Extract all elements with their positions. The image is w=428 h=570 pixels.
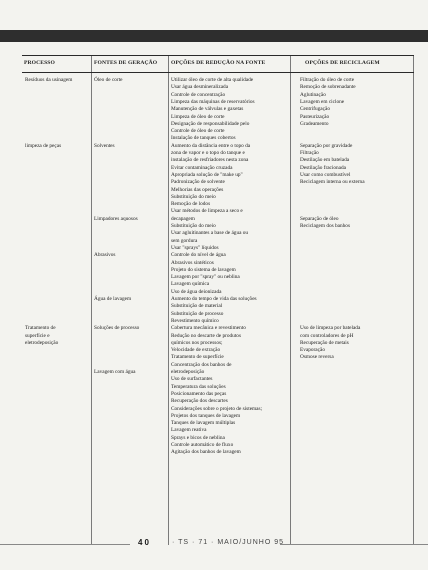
reducao-cell: Temperatura das soluções xyxy=(171,383,226,390)
reducao-cell: Limpeza das máquinas de reservatórios xyxy=(171,98,255,105)
table xyxy=(22,55,414,545)
processo-cell: eletrodeposição xyxy=(25,339,59,346)
fonte-cell: Água de lavagem xyxy=(94,296,132,302)
reducao-cell: Evitar contaminação cruzada xyxy=(171,164,233,171)
reciclagem-cell: Lavagem em ciclone xyxy=(300,98,345,105)
reducao-cell: Designação de responsabilidade pelo xyxy=(171,120,250,127)
reducao-cell: Manutenção de válvulas e gaxetas xyxy=(171,106,244,113)
reducao-cell: Lavagem reativa xyxy=(171,427,207,434)
fonte-cell: Soluções de processo xyxy=(94,325,140,332)
table-header xyxy=(22,55,414,73)
reciclagem-cell: Reciclagem interna ou externa xyxy=(300,179,365,186)
reciclagem-cell: Reciclagem dos banhos xyxy=(300,223,351,229)
reciclagem-cell: Remoção de sobrenadante xyxy=(300,84,356,91)
reducao-cell: Padronização de solvente xyxy=(171,179,225,186)
reducao-cell: Considerações sobre o projeto de sistemas; xyxy=(171,405,263,412)
header-processo: PROCESSO xyxy=(24,60,55,66)
reducao-cell: Controle de concentração xyxy=(171,91,226,98)
fonte-cell: Lavagem com água xyxy=(94,369,136,375)
reducao-cell: sem gordura xyxy=(171,237,198,244)
reducao-cell: Sprays e bicos de neblina xyxy=(171,434,225,441)
reducao-cell: Usar "sprays" líquidos xyxy=(171,244,219,251)
reciclagem-cell: Separação por gravidade xyxy=(300,142,353,149)
reciclagem-cell: Separação de óleo xyxy=(300,215,339,222)
reducao-cell: Substituição do meio xyxy=(171,223,216,229)
reducao-cell: Aumento da distância entre o topo da xyxy=(171,142,251,149)
header-fontes: FONTES DE GERAÇÃO xyxy=(94,60,158,66)
reducao-cell: Velocidade de extração xyxy=(171,347,221,354)
reciclagem-cell: Pasteurização xyxy=(300,113,330,120)
reducao-cell: Posicionamento das peças xyxy=(171,390,227,397)
reducao-cell: Controle do nível de água xyxy=(171,252,226,259)
reducao-cell: Utilizar óleo de corte de alta qualidade xyxy=(171,77,254,83)
reducao-cell: Redução no descarte de produtos xyxy=(171,332,242,339)
reducao-cell: Substituição do meio xyxy=(171,193,216,200)
reducao-cell: Melhorias das operações xyxy=(171,186,224,193)
reducao-cell: Controle automático de fluxo xyxy=(171,442,234,448)
reciclagem-cell: com controladores de pH xyxy=(300,332,354,339)
reducao-cell: Aumento do tempo de vida das soluções xyxy=(171,296,257,302)
reciclagem-cell: Filtração do óleo de corte xyxy=(300,77,355,83)
reducao-cell: Concentração dos banhos de xyxy=(171,361,232,368)
header-reciclagem: OPÇÕES DE RECICLAGEM xyxy=(305,60,380,66)
reducao-cell: Abrasivos sintéticos xyxy=(171,259,214,266)
reducao-cell: Apropriada solução de "make up" xyxy=(171,171,243,178)
reducao-cell: Projeto do sistema de lavagem xyxy=(171,266,236,273)
reducao-cell: Uso de água deionizada xyxy=(171,288,222,295)
fonte-cell: Limpadores aquosos xyxy=(94,215,138,222)
reducao-cell: Substituição de material xyxy=(171,303,223,310)
reducao-cell: Projetos dos tanques de lavagem xyxy=(171,412,241,419)
reciclagem-cell: Aglutinação xyxy=(300,91,326,98)
reducao-cell: decapagem xyxy=(171,215,195,222)
reducao-cell: zona de vapor e o topo do tanque e xyxy=(171,150,245,156)
reciclagem-cell: Gradeamento xyxy=(300,120,329,127)
fonte-cell: Abrasivos xyxy=(94,252,116,259)
reciclagem-cell: Centrifugação xyxy=(300,106,331,113)
page-number: 40 xyxy=(138,538,151,547)
reducao-cell: eletrodeposição xyxy=(171,369,205,375)
reducao-cell: Usar água desmineralizada xyxy=(171,84,229,91)
reducao-cell: Cobertura mecânica e revestimento xyxy=(171,325,246,332)
page-footer xyxy=(0,538,428,550)
reciclagem-cell: Osmose reversa xyxy=(300,354,334,361)
processo-cell: superfície e xyxy=(25,332,50,339)
reducao-cell: Tratamento de superfície xyxy=(171,354,224,361)
reducao-cell: Remoção de lodos xyxy=(171,201,211,208)
reducao-cell: Limpeza de óleo de corte xyxy=(171,113,225,120)
fonte-cell: Óleo de corte xyxy=(94,77,123,83)
reciclagem-cell: Uso de limpeza por batelada xyxy=(300,325,361,332)
top-bar xyxy=(0,30,428,42)
reciclagem-cell: Destilação fracionada xyxy=(300,164,347,171)
reducao-cell: Usar métodos de limpeza a seco e xyxy=(171,208,243,215)
reciclagem-cell: Usar como combustível xyxy=(300,171,351,178)
reducao-cell: Instalação de tanques cobertos xyxy=(171,135,236,142)
reducao-cell: químicos nos processos; xyxy=(171,339,223,346)
reducao-cell: Tanques de lavagem múltiplas xyxy=(171,420,236,427)
reducao-cell: Lavagem química xyxy=(171,281,210,288)
table-body xyxy=(22,73,414,545)
reciclagem-cell: Recuperação de metais xyxy=(300,339,349,346)
footer-issue: · TS · 71 · MAIO/JUNHO 95 xyxy=(172,539,284,546)
reciclagem-cell: Evaporação xyxy=(300,347,325,354)
reducao-cell: Revestimento químico xyxy=(171,317,219,324)
reducao-cell: Usar agluitinantes a base de água ou xyxy=(171,230,249,237)
header-reducao: OPÇÕES DE REDUÇÃO NA FONTE xyxy=(171,60,266,66)
processo-cell: Resíduos da usinagem xyxy=(25,77,73,83)
reducao-cell: Substituição de processo xyxy=(171,310,224,317)
reducao-cell: Agitação dos banhos de lavagem xyxy=(171,449,241,456)
reducao-cell: Recuperação dos descartes xyxy=(171,398,228,405)
processo-cell: limpeza de peças xyxy=(25,142,62,149)
reciclagem-cell: Destilação em batelada xyxy=(300,157,350,164)
reducao-cell: Controle de óleo de corte xyxy=(171,128,225,135)
fonte-cell: Solventes xyxy=(94,142,115,149)
reducao-cell: Uso de surfactantes xyxy=(171,376,213,383)
reciclagem-cell: Filtração xyxy=(300,150,319,156)
processo-cell: Tratamento de xyxy=(25,325,56,332)
reducao-cell: instalação de resfriadores nesta zona xyxy=(171,157,249,164)
reducao-cell: Lavagem por "spray" ou neblina xyxy=(171,274,240,281)
